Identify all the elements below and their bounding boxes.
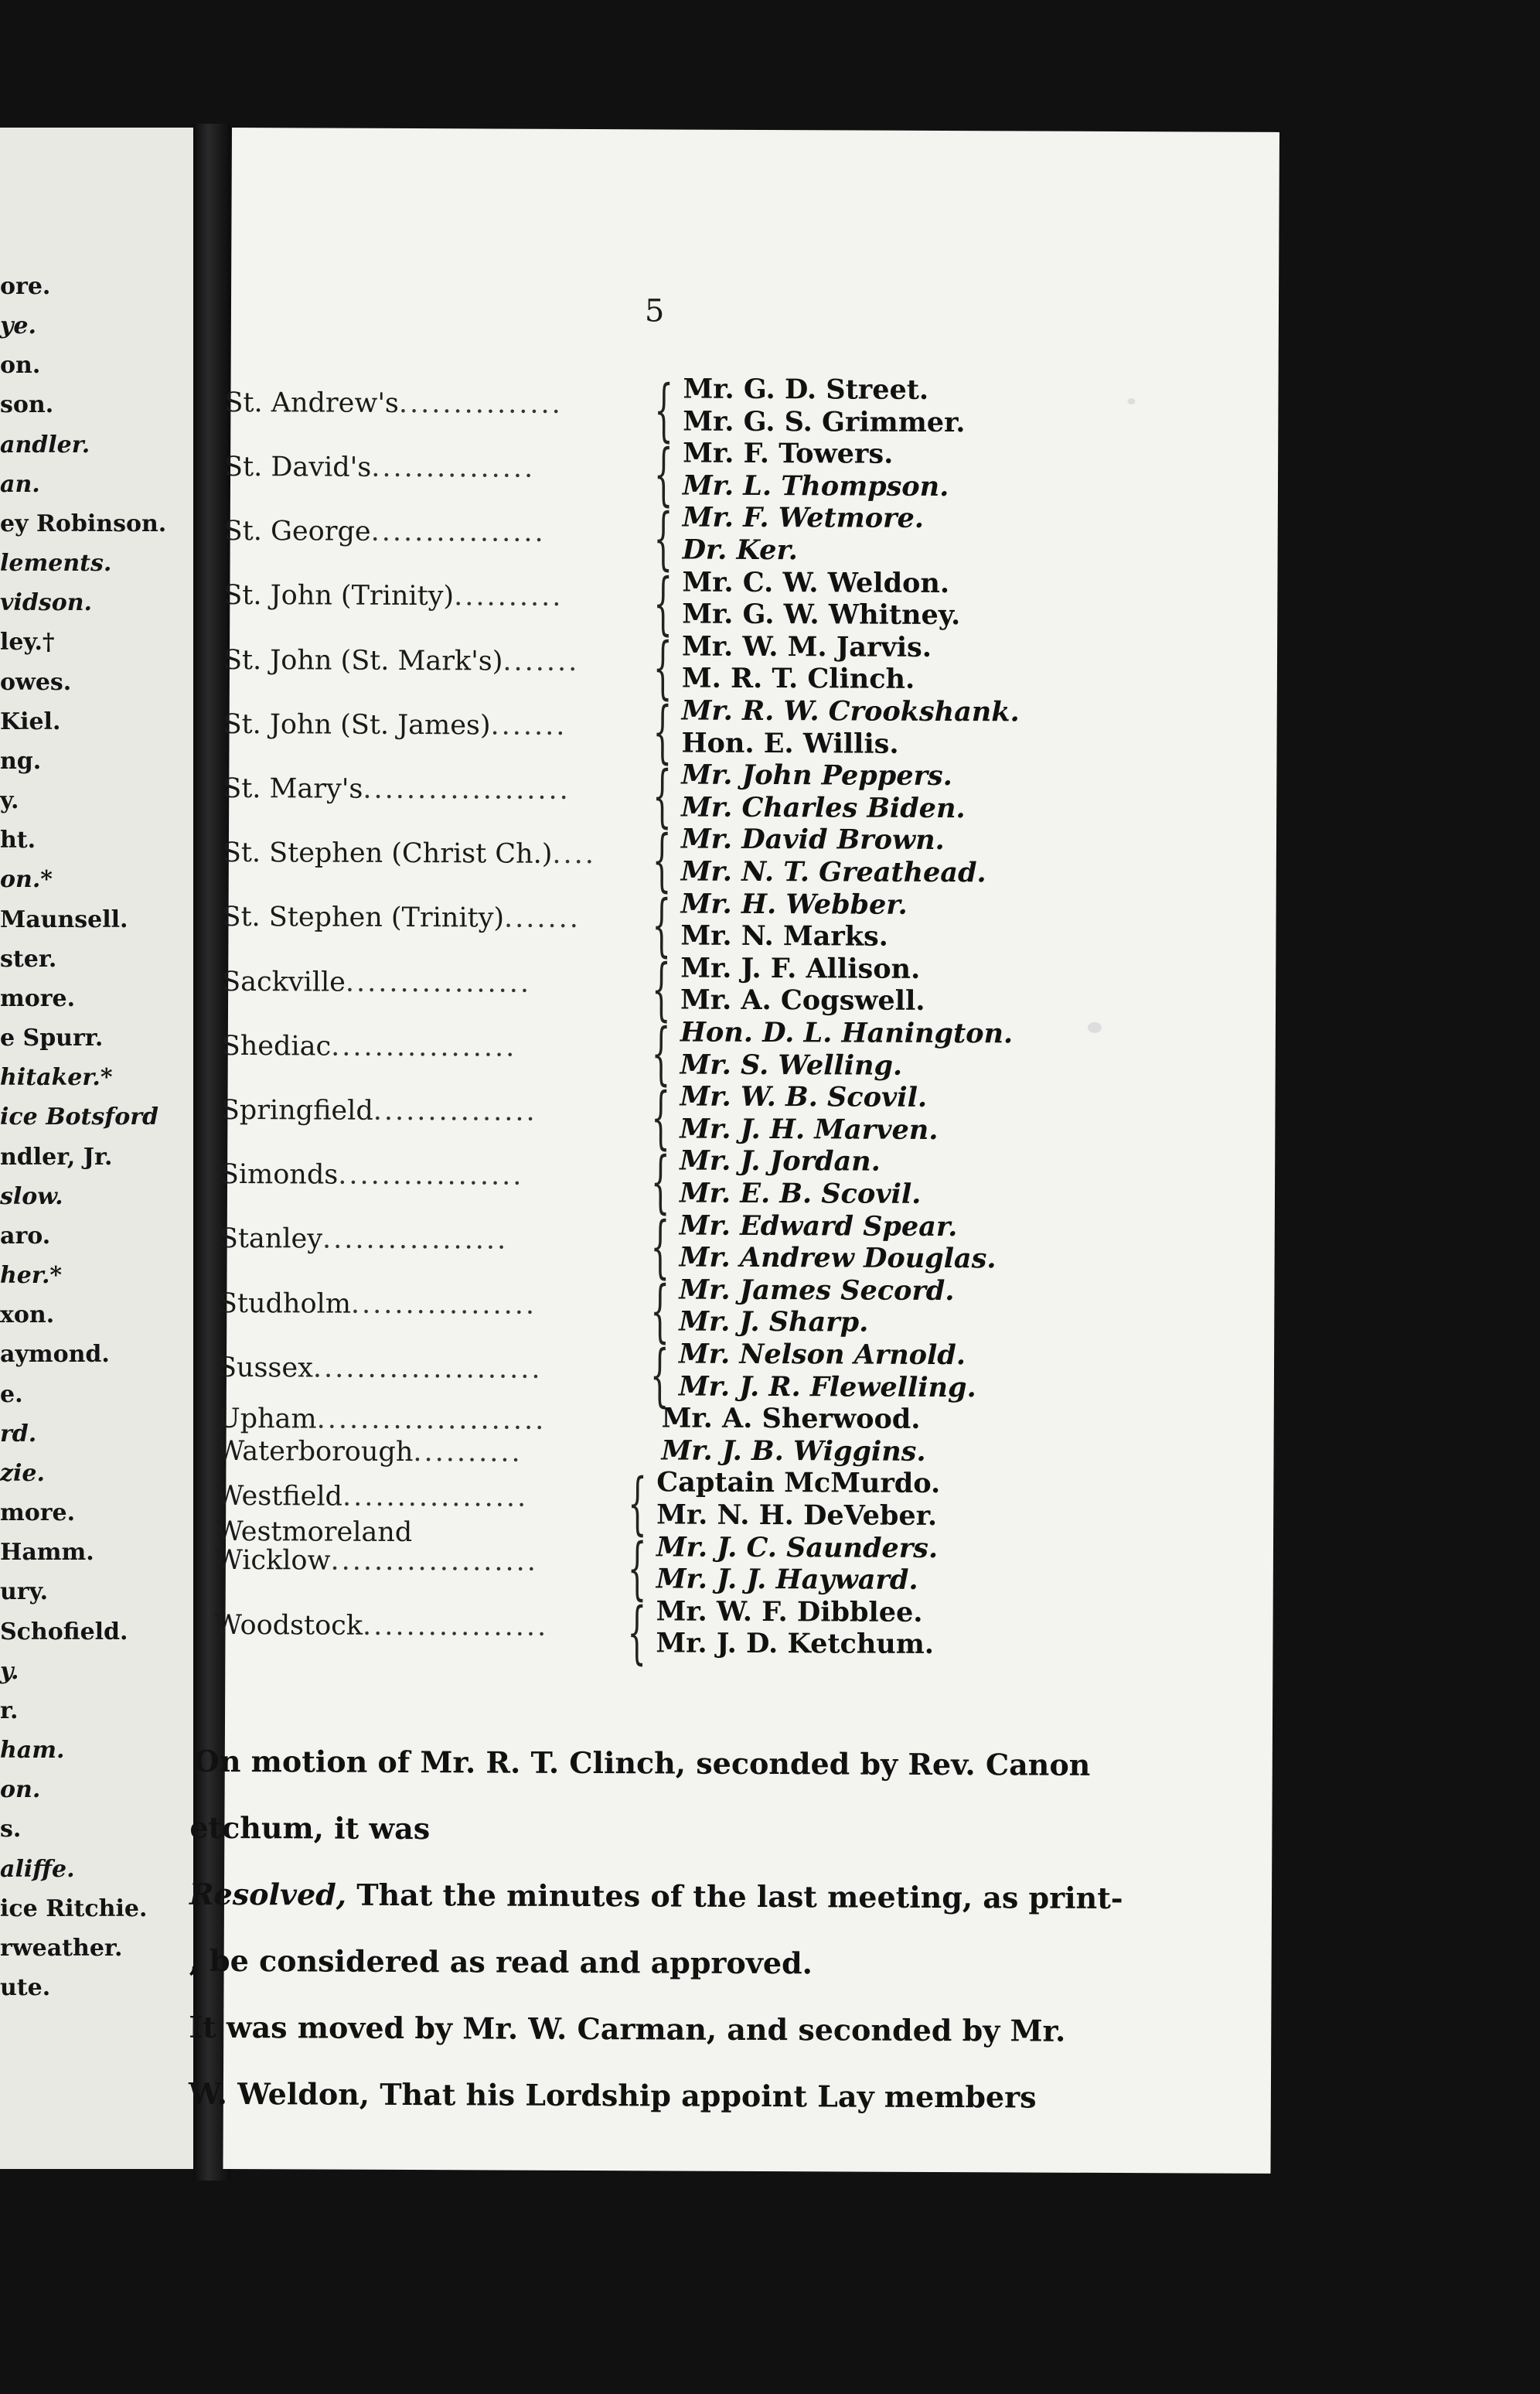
left-page-line: Hamm. [0, 1539, 94, 1567]
left-page-line: ice Botsford [0, 1103, 159, 1131]
left-page-line: owes. [0, 668, 72, 696]
parish-name: St. John (St. James) [223, 708, 491, 742]
dot-leader: ................. [345, 967, 532, 999]
parish-label [214, 1610, 548, 1642]
brace: { [650, 1142, 670, 1222]
parish-name: St. George [223, 516, 371, 547]
parish-label [215, 1545, 538, 1577]
minutes-text-span: W. Weldon, That his Lordship appoint Lay members [188, 2075, 1037, 2115]
speck [1088, 1022, 1102, 1033]
brace: { [652, 691, 673, 772]
parish-name: Waterborough [216, 1435, 414, 1468]
page [188, 128, 1279, 2174]
page-number: 5 [644, 293, 665, 329]
left-page-line: hitaker.* [0, 1064, 113, 1092]
parish-label [220, 1223, 508, 1256]
brace: { [651, 949, 671, 1029]
left-page-line: aro. [0, 1222, 51, 1250]
previous-page-fragment [0, 128, 198, 2169]
member-name: Mr. J. C. Saunders. [656, 1531, 939, 1564]
member-name: Mr. J. F. Allison. [680, 952, 921, 985]
left-page-line: vidson. [0, 589, 92, 617]
parish-label [223, 709, 567, 742]
parish-name: Westfield [216, 1481, 343, 1512]
parish-label [222, 902, 581, 934]
member-name: Mr. J. Jordan. [680, 1144, 881, 1178]
left-page-line: Kiel. [0, 708, 61, 735]
parish-name: St. Andrew's [224, 387, 400, 419]
member-name: Mr. G. S. Grimmer. [683, 405, 966, 438]
dot-leader: ................... [363, 773, 571, 806]
brace: { [653, 435, 673, 514]
member-name: Mr. A. Sherwood. [661, 1402, 921, 1436]
member-name: Mr. W. B. Scovil. [680, 1080, 928, 1114]
resolved-label: Resolved, [189, 1876, 347, 1912]
brace: { [628, 1464, 647, 1543]
member-name: Mr. W. M. Jarvis. [681, 630, 932, 663]
dot-leader: ..................... [312, 1352, 543, 1385]
member-name: Mr. Andrew Douglas. [679, 1241, 997, 1275]
member-name: Mr. F. Wetmore. [682, 501, 925, 535]
parish-name: Studholm [218, 1287, 352, 1320]
member-name: Mr. James Secord. [679, 1274, 955, 1307]
parish-name: Westmoreland [215, 1516, 413, 1548]
parish-name: St. John (Trinity) [223, 580, 455, 612]
parish-label [224, 516, 546, 548]
member-name: Mr. A. Cogswell. [680, 984, 925, 1018]
parish-name: St. Stephen (Trinity) [222, 902, 505, 934]
member-name: Dr. Ker. [682, 534, 798, 567]
left-page-line: her.* [0, 1262, 63, 1290]
brace: { [652, 627, 673, 708]
member-name: Mr. J. D. Ketchum. [656, 1627, 935, 1661]
parish-name: Simonds [220, 1159, 339, 1191]
speck [1127, 398, 1135, 404]
member-name: Mr. John Peppers. [681, 759, 952, 793]
dot-leader: ................. [350, 1288, 537, 1321]
parish-name: Stanley [219, 1223, 323, 1255]
lay-members-list [213, 128, 1279, 1673]
left-page-line: Schofield. [0, 1618, 128, 1645]
left-page-line: r. [0, 1697, 19, 1724]
member-name: Mr. E. B. Scovil. [679, 1177, 922, 1210]
dot-leader: ............... [373, 1095, 537, 1127]
parish-label [222, 1031, 517, 1063]
member-name: Mr. G. W. Whitney. [682, 598, 961, 632]
parish-label [219, 1288, 537, 1321]
dot-leader: .......... [413, 1436, 523, 1468]
left-page-line: zie. [0, 1459, 45, 1487]
minutes-line [189, 1877, 1123, 1915]
dot-leader: ................. [362, 1610, 549, 1642]
parish-label [216, 1516, 413, 1548]
parish-name: Woodstock [213, 1609, 363, 1642]
minutes-text-span: That the minutes of the last meeting, as print- [346, 1877, 1123, 1916]
dot-leader: ............... [398, 387, 563, 420]
brace: { [653, 563, 673, 643]
left-page-line: ury. [0, 1578, 49, 1606]
member-name: Mr. J. H. Marven. [680, 1113, 939, 1146]
left-page-line: e Spurr. [0, 1025, 104, 1052]
left-page-line: on.* [0, 866, 53, 894]
left-page-line: slow. [0, 1182, 63, 1210]
parish-label [223, 837, 596, 870]
parish-name: Sussex [217, 1352, 313, 1384]
member-name: Mr. Nelson Arnold. [678, 1338, 966, 1372]
brace: { [654, 370, 674, 450]
dot-leader: .......... [454, 581, 564, 613]
parish-label [216, 1436, 523, 1468]
left-page-line: ley.† [0, 629, 55, 656]
member-name: Mr. G. D. Street. [683, 373, 929, 406]
left-page-line: ham. [0, 1737, 65, 1765]
parish-label [222, 967, 531, 999]
parish-label [223, 773, 571, 806]
parish-label [223, 580, 563, 612]
parish-label [224, 387, 563, 420]
minutes-line [189, 2010, 1065, 2048]
parish-label [216, 1481, 528, 1513]
dot-leader: ....... [503, 646, 580, 677]
member-name: Hon. D. L. Hanington. [680, 1016, 1014, 1050]
member-name: Mr. R. W. Crookshank. [681, 694, 1020, 728]
parish-label [223, 645, 579, 677]
minutes-text-span: On motion of Mr. R. T. Clinch, seconded by Rev. Canon [193, 1743, 1091, 1782]
member-name: Mr. N. H. DeVeber. [656, 1499, 938, 1532]
left-page-line: Maunsell. [0, 905, 128, 933]
minutes-line [194, 1744, 1091, 1782]
left-page-line: ndler, Jr. [0, 1143, 113, 1171]
member-name: Mr. C. W. Weldon. [682, 566, 950, 599]
brace: { [653, 499, 673, 578]
left-page-line: aymond. [0, 1341, 110, 1369]
parish-label [218, 1352, 543, 1385]
left-page-line: ore. [0, 273, 51, 300]
left-page-line: aliffe. [0, 1855, 75, 1883]
member-name: Mr. J. J. Hayward. [656, 1563, 918, 1597]
brace: { [627, 1528, 647, 1608]
brace: { [650, 1206, 670, 1287]
left-page-line: lements. [0, 550, 112, 578]
dot-leader: ................. [342, 1481, 529, 1513]
dot-leader: ....... [490, 710, 567, 742]
minutes-line [189, 2076, 1037, 2115]
parish-name: Springfield [220, 1094, 373, 1127]
left-page-line: more. [0, 1499, 76, 1527]
member-name: Mr. J. R. Flewelling. [678, 1370, 976, 1403]
left-page-line: rweather. [0, 1934, 123, 1962]
member-name: Mr. J. B. Wiggins. [661, 1434, 926, 1468]
left-page-line: xon. [0, 1301, 55, 1329]
parish-label [221, 1095, 537, 1127]
dot-leader: ................. [331, 1031, 517, 1063]
left-page-line: ht. [0, 827, 36, 854]
member-name: Hon. E. Willis. [681, 727, 899, 760]
left-page-line: e. [0, 1380, 23, 1408]
brace: { [651, 1013, 671, 1093]
minutes-line [189, 1810, 430, 1846]
dot-leader: ................. [338, 1159, 524, 1192]
member-name: Mr. N. Marks. [680, 919, 889, 953]
left-page-line: ye. [0, 312, 36, 340]
left-page-line: son. [0, 391, 54, 419]
left-page-line: ng. [0, 747, 42, 775]
member-name: Mr. H. Webber. [680, 888, 908, 921]
parish-name: St. John (St. Mark's) [223, 644, 503, 677]
parish-name: Sackville [222, 966, 346, 998]
left-page-line: ute. [0, 1974, 51, 2001]
member-name: Captain McMurdo. [656, 1466, 941, 1500]
parish-name: St. David's [223, 451, 372, 483]
member-name: Mr. Edward Spear. [679, 1209, 958, 1243]
parish-name: Wicklow [214, 1545, 331, 1577]
brace: { [652, 756, 672, 836]
dot-leader: ................ [370, 516, 546, 548]
member-name: Mr. F. Towers. [683, 437, 894, 470]
brace: { [627, 1592, 647, 1673]
minutes-line [189, 1943, 813, 1981]
member-name: Mr. J. Sharp. [679, 1305, 869, 1339]
parish-label [217, 1403, 546, 1436]
left-page-line: rd. [0, 1420, 37, 1448]
brace: { [650, 1270, 670, 1351]
left-page-line: ster. [0, 945, 57, 973]
member-name: Mr. W. F. Dibblee. [656, 1595, 923, 1628]
member-name: Mr. L. Thompson. [682, 469, 949, 503]
brace: { [652, 820, 672, 900]
left-page-line: an. [0, 470, 40, 498]
dot-leader: ....... [503, 902, 581, 935]
brace: { [649, 1335, 669, 1415]
parish-name: Upham [217, 1403, 317, 1435]
left-page-line: andler. [0, 431, 90, 459]
left-page-line: more. [0, 984, 76, 1012]
left-page-line: y. [0, 787, 19, 815]
left-page-line: ey Robinson. [0, 510, 167, 537]
dot-leader: ................... [330, 1545, 538, 1578]
parish-name: St. Stephen (Christ Ch.) [222, 837, 553, 871]
member-name: Mr. S. Welling. [680, 1049, 903, 1082]
member-name: Mr. N. T. Greathead. [680, 855, 986, 889]
parish-name: St. Mary's [223, 772, 363, 805]
left-page-line: on. [0, 352, 41, 380]
member-name: Mr. Charles Biden. [681, 791, 966, 824]
dot-leader: ..................... [316, 1403, 547, 1436]
dot-leader: ............... [371, 452, 536, 484]
brace: { [651, 1078, 671, 1158]
left-page-line: ice Ritchie. [0, 1894, 148, 1922]
dot-leader: .... [552, 839, 597, 871]
left-page-line: y. [0, 1657, 19, 1685]
parish-label [220, 1159, 524, 1192]
member-name: Mr. David Brown. [680, 823, 945, 857]
brace: { [652, 885, 672, 965]
left-page-line: s. [0, 1816, 22, 1843]
parish-name: Shediac [221, 1030, 332, 1062]
member-name: M. R. T. Clinch. [681, 662, 915, 696]
minutes-text-span: It was moved by Mr. W. Carman, and seconded by Mr. [189, 2009, 1066, 2048]
minutes-text-span: , be considered as read and approved. [189, 1942, 813, 1981]
dot-leader: ................. [322, 1223, 509, 1256]
parish-label [224, 452, 535, 484]
left-page-line: on. [0, 1776, 41, 1804]
minutes-text-span: etchum, it was [189, 1809, 431, 1847]
